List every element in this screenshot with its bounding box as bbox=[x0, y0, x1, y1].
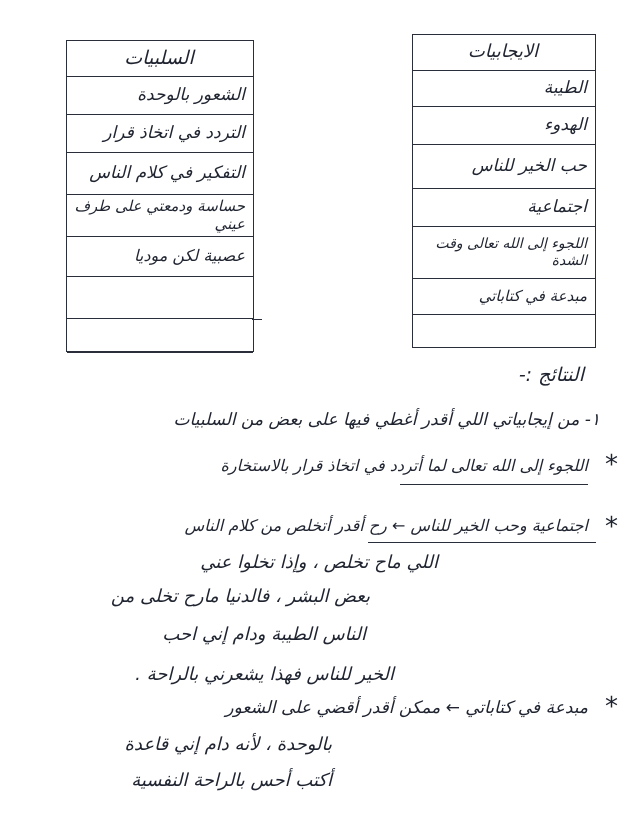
positives-row: اجتماعية bbox=[413, 189, 595, 227]
negatives-row: التردد في اتخاذ قرار bbox=[67, 115, 253, 153]
table-mark bbox=[252, 319, 262, 320]
positives-row bbox=[413, 315, 595, 349]
bullet3-line3: أكتب أحس بالراحة النفسية bbox=[131, 770, 332, 791]
positives-row: مبدعة في كتاباتي bbox=[413, 279, 595, 315]
negatives-row: التفكير في كلام الناس bbox=[67, 153, 253, 195]
bullet2-line2: اللي ماح تخلص ، وإذا تخلوا عني bbox=[200, 552, 438, 573]
bullet-asterisk: * bbox=[605, 512, 618, 542]
negatives-header: السلبيات bbox=[67, 41, 253, 77]
positives-table bbox=[412, 34, 596, 348]
bullet3-line2: بالوحدة ، لأنه دام إني قاعدة bbox=[124, 734, 332, 755]
negatives-row bbox=[67, 277, 253, 319]
positives-row: الهدوء bbox=[413, 107, 595, 145]
bullet2-line4: الناس الطيبة ودام إني احب bbox=[162, 624, 366, 645]
bullet-asterisk: * bbox=[605, 692, 618, 722]
bullet2-line1: اجتماعية وحب الخير للناس ← رح أقدر أتخلص من كلام الناس bbox=[184, 516, 588, 535]
bullet3-line1: مبدعة في كتاباتي ← ممكن أقدر أقضي على الشعور bbox=[225, 698, 588, 718]
underline-mark bbox=[400, 484, 588, 485]
underline-mark bbox=[368, 542, 596, 543]
positives-header: الايجابيات bbox=[413, 35, 595, 71]
positives-row: حب الخير للناس bbox=[413, 145, 595, 189]
negatives-table bbox=[66, 40, 254, 352]
negatives-row bbox=[67, 319, 253, 353]
bullet-asterisk: * bbox=[605, 450, 618, 480]
bullet2-line3: بعض البشر ، فالدنيا مارح تخلى من bbox=[110, 586, 370, 607]
bullet2-line5: الخير للناس فهذا يشعرني بالراحة . bbox=[135, 664, 394, 685]
section1-bullet1: اللجوء إلى الله تعالى لما أتردد في اتخاذ قرار بالاستخارة bbox=[220, 456, 588, 475]
positives-row: اللجوء إلى الله تعالى وقت الشدة bbox=[413, 227, 595, 279]
section1-line1: ١- من إيجابياتي اللي أقدر أغطي فيها على بعض من السلبيات bbox=[173, 410, 600, 430]
negatives-row: الشعور بالوحدة bbox=[67, 77, 253, 115]
results-heading: النتائج :- bbox=[518, 364, 584, 386]
negatives-row: حساسة ودمعتي على طرف عيني bbox=[67, 195, 253, 237]
positives-row: الطيبة bbox=[413, 71, 595, 107]
negatives-row: عصبية لكن موديا bbox=[67, 237, 253, 277]
